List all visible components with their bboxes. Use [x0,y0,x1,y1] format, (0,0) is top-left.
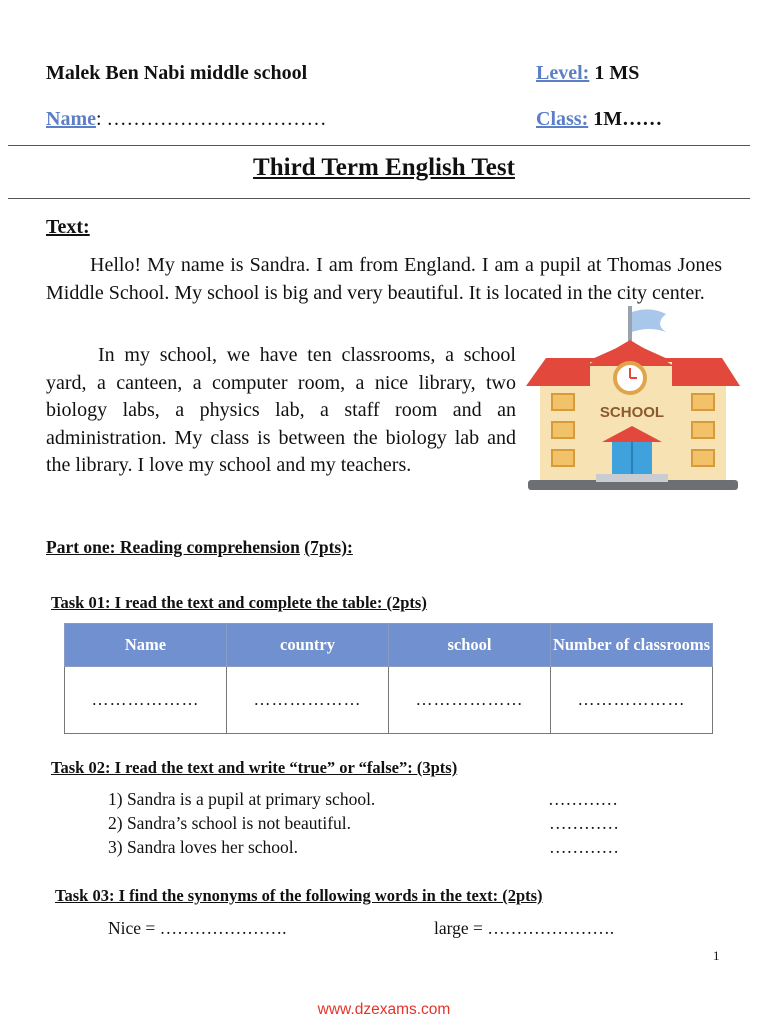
level-value: 1 MS [594,62,640,84]
task3-item-nice: Nice = …………………. [108,918,287,938]
task1-header-row [65,624,713,667]
header-divider-bottom [8,198,750,199]
task1-table [64,623,713,734]
task2-item-3-text: Sandra loves her school. [126,837,299,857]
table-header-school: school [389,624,551,667]
paragraph-1: Hello! My name is Sandra. I am from England. I am a pupil at Thomas Jones Middle School. My school is big and very beautiful. It is located in the city center. [46,254,722,304]
part-one-heading [46,537,353,558]
level-field [536,62,639,85]
test-title: Third Term English Test [253,154,515,181]
table-header-classrooms: Number of classrooms [551,624,713,667]
school-sign-text: SCHOOL [599,404,665,421]
table-header-name: Name [65,624,227,667]
page-number: 1 [713,948,720,963]
paragraph-2: In my school, we have ten classrooms, a school yard, a canteen, a computer room, a nice library, two biology labs, a physics lab, a staff room and an administration. My class is between the biology lab and the library. I love my school and my teachers. [46,344,516,476]
task2-item-1-text: Sandra is a pupil at primary school. [126,789,376,809]
text-heading-colon: : [83,216,90,238]
task2-item-1-blank: ………… [548,789,618,809]
task2-item-2-blank: ………… [549,813,619,833]
header-divider-top [8,145,750,146]
footer-website[interactable]: www.dzexams.com [317,1001,451,1018]
name-field [46,108,327,131]
task2-item-3-blank: ………… [549,837,619,857]
task2-item-2 [108,813,351,834]
task2-item-1 [108,789,375,810]
class-value: 1M…… [593,108,663,130]
task2-item-3 [108,837,298,858]
task2-item-2-num: 2) [108,813,123,833]
task2-title: Task 02: I read the text and write “true” or “false”: (3pts) [51,758,458,777]
task2-item-2-text: Sandra’s school is not beautiful. [126,813,352,833]
table-blank-country: ……………… [227,667,389,734]
school-name: Malek Ben Nabi middle school [46,62,308,84]
level-label: Level: [536,62,590,84]
school-building-image [526,302,740,494]
class-label: Class: [536,108,589,130]
class-field [536,108,662,131]
table-blank-classrooms: ……………… [551,667,713,734]
name-label: Name [46,108,96,130]
task1-answer-row [65,667,713,734]
part-one-points: (7pts): [304,537,353,557]
text-heading-label: Text [46,216,84,238]
text-heading [46,216,90,239]
name-blank: : …………………………… [95,108,327,130]
task3-title: Task 03: I find the synonyms of the following words in the text: (2pts) [55,886,543,905]
table-header-country: country [227,624,389,667]
task3-item-large: large = …………………. [434,918,615,938]
task1-title: Task 01: I read the text and complete the table: (2pts) [51,593,427,612]
table-blank-name: ……………… [65,667,227,734]
table-blank-school: ……………… [389,667,551,734]
task2-item-3-num: 3) [108,837,123,857]
task2-item-1-num: 1) [108,789,123,809]
part-one-title: Part one: Reading comprehension [46,537,300,557]
